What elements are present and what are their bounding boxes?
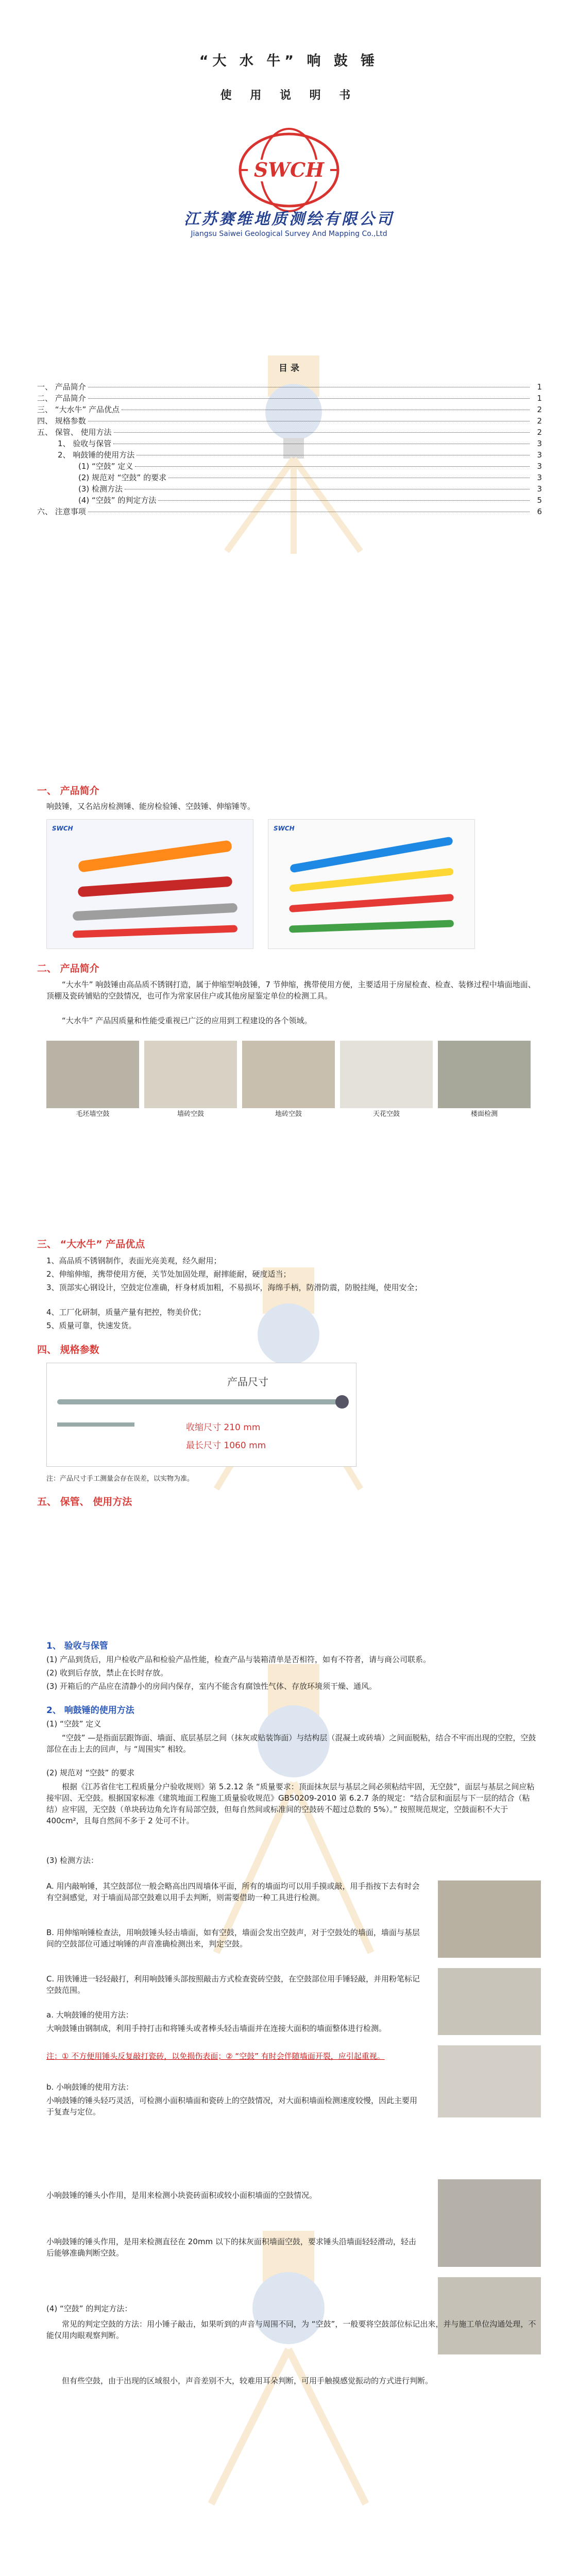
small-hammer-photo-1 (438, 2179, 541, 2267)
cover-page (0, 0, 578, 587)
subsection-storage: 1、 验收与保管 (46, 1641, 108, 1651)
spec-size-collapsed: 收缩尺寸 210 mm (186, 1422, 261, 1433)
section3-heading: 三、 “大水牛” 产品优点 (37, 1239, 145, 1250)
small-hammer-p1: 小响鼓锤的锤头小作用，是用来检测小块瓷砖面积或较小面积墙面的空鼓情况。 (46, 2191, 317, 2200)
page-3 (0, 1236, 578, 1597)
storage-item: (3) 开箱后的产品应在清静小的房间内保存，室内不能含有腐蚀性气体、存放环境须干燥、通风。 (46, 1682, 377, 1691)
usage-photo-5: 楼面检测 (438, 1041, 531, 1118)
usage-photo-2: 墙砖空鼓 (144, 1041, 237, 1118)
method-photo-3 (438, 2045, 541, 2117)
advantage-item: 1、高品质不锈钢制作，表面光亮美观，经久耐用； (46, 1256, 222, 1265)
definition-heading: (1) “空鼓” 定义 (46, 1719, 101, 1728)
usage-note: 注：① 不方便用锤头反复敲打瓷砖，以免损伤表面；② “空鼓” 有时会伴随墙面开裂，应引起重视。 (46, 2052, 385, 2061)
page-2 (0, 783, 578, 1175)
toc-item[interactable]: (1) “空鼓” 定义 3 (78, 462, 542, 471)
section2-heading: 二、 产品简介 (37, 963, 99, 974)
method-heading: (3) 检测方法： (46, 1856, 99, 1865)
company-name-cn: 江苏赛维地质测绘有限公司 (184, 210, 394, 228)
method-b: B. 用伸缩响锤检查法，用响鼓锤头轻击墙面，如有空鼓，墙面会发出空鼓声，对于空鼓处的墙面，墙面与基层间的空鼓部位可通过响锤的声音准确检测出来，判定空鼓。 (46, 1928, 420, 1948)
spec-diagram-title: 产品尺寸 (227, 1376, 268, 1388)
storage-item: (1) 产品到货后，用户检收产品和检验产品性能，检查产品与装箱清单是否相符，如有不符者，请与商公司联系。 (46, 1655, 431, 1664)
method-photo-1 (438, 1880, 541, 1958)
toc-item[interactable]: (4) “空鼓” 的判定方法 5 (78, 496, 542, 505)
usage-photo-3: 地砖空鼓 (242, 1041, 335, 1118)
spec-note: 注：产品尺寸手工测量会存在误差，以实物为准。 (46, 1475, 194, 1483)
product-photo-left: SWCH (46, 819, 253, 949)
toc-item[interactable]: 二、 产品简介 1 (37, 394, 542, 403)
section4-heading: 四、 规格参数 (37, 1344, 99, 1355)
toc-heading: 目 录 (279, 363, 299, 374)
subsection-usage: 2、 响鼓锤的使用方法 (46, 1705, 134, 1716)
company-name-en: Jiangsu Saiwei Geological Survey And Mapping Co.,Ltd (191, 230, 387, 238)
judge-heading: (4) “空鼓” 的判定方法： (46, 2304, 132, 2313)
section2-paragraph-1: “大水牛” 响鼓锤由高品质不锈钢打造，属于伸缩型响鼓锤，7 节伸缩，携带使用方便，主要适用于房屋检查、检查、装修过程中墙面地面、顶棚及瓷砖铺贴的空鼓情况，也可作为常家居住户或其他房屋鉴定单位的检测工具。 (46, 980, 536, 1001)
section2-paragraph-2: “大水牛” 产品因质量和性能受重视已广泛的应用到工程建设的各个领域。 (62, 1016, 312, 1025)
section1-heading: 一、 产品简介 (37, 785, 99, 796)
advantage-item: 2、伸缩伸缩，携带使用方便，关节处加固处理，耐摔能耐，硬度适当； (46, 1269, 291, 1279)
toc-item[interactable]: (2) 规范对 “空鼓” 的要求 3 (78, 473, 542, 482)
method-photo-2 (438, 1968, 541, 2035)
storage-item: (2) 收到后存放，禁止在长时存放。 (46, 1668, 168, 1677)
definition-text: “空鼓” —是指面层跟饰面、墙面、底层基层之间（抹灰或贴装饰面）与结构层（混凝土或砖墙）之间面脱粘，结合不牢而出现的空腔，空鼓部位在击上去的回声，与 “周围实” 相较。 (46, 1733, 536, 1754)
usage-photo-4: 天花空鼓 (340, 1041, 433, 1118)
cover-subtitle: 使 用 说 明 书 (220, 89, 358, 102)
section5-heading: 五、 保管、 使用方法 (37, 1496, 132, 1507)
small-hammer-p2: 小响鼓锤的锤头作用，是用来检测直径在 20mm 以下的抹灰面积墙面空鼓，要求锤头沿墙面轻轻滑动，轻击后能够准确判断空鼓。 (46, 2237, 416, 2258)
section1-body: 响鼓锤，又名站房检测锤、能房检验锤、空鼓锤、伸缩锤等。 (46, 802, 256, 811)
toc-item[interactable]: 一、 产品简介 1 (37, 382, 542, 392)
advantage-item: 3、顶部实心钢设计，空鼓定位准确，杆身材质加粗，不易损坏，海绵手柄，防滑防震，防脱挂绳，使用安全； (46, 1283, 422, 1292)
toc-item[interactable]: 五、 保管、 使用方法 2 (37, 428, 542, 437)
page-5 (0, 2179, 578, 2576)
table-of-contents (37, 381, 542, 517)
spec-diagram (46, 1363, 356, 1467)
advantage-item: 4、工厂化研制，质量产量有把控，物美价优； (46, 1308, 206, 1317)
toc-item[interactable]: 2、 响鼓锤的使用方法 3 (58, 450, 542, 460)
spec-size-extended: 最长尺寸 1060 mm (186, 1440, 266, 1451)
big-hammer-text: 大响鼓锤由钢制成，利用手持打击和将锤头或者棒头轻击墙面并在连接大面积的墙面整体进行检测。 (46, 2024, 387, 2033)
method-c: C. 用铁锤进一轻轻敲打，利用响鼓锤头部按照敲击方式检查瓷砖空鼓，在空鼓部位用手锤轻敲，并用粉笔标记空鼓范围。 (46, 1974, 420, 1995)
method-a: A. 用内敲响锤，其空鼓部位一般会略高出四周墙体平面，所有的墙面均可以用手摸或敲，用手指按下去有时会有空洞感觉，对于墙面局部空鼓难以用手去判断，则需要借助一种工具进行检测。 (46, 1882, 420, 1902)
page-4 (0, 1638, 578, 2123)
requirement-heading: (2) 规范对 “空鼓” 的要求 (46, 1768, 135, 1777)
small-hammer-heading: b. 小响鼓锤的使用方法： (46, 2082, 134, 2092)
advantage-item: 5、质量可靠，快速发货。 (46, 1321, 137, 1330)
cover-title: “大 水 牛” 响 鼓 锤 (199, 53, 379, 69)
product-photo-right: SWCH (268, 819, 475, 949)
requirement-text: 根据《江苏省住宅工程质量分户验收规则》第 5.2.12 条 “质量要求：顶面抹灰层与基层之间必须粘结牢固，无空鼓”，面层与基层之间应粘接牢固、无空鼓。根据国家标准《建筑地面工程施工质量验收规范》GB50209-2010 第 6.2.7 条的规定：“结合层和面层与下一层的结合（粘结）应牢固，无空鼓（单块砖边角允许有局部空鼓，但每自然间或标准间的空鼓砖不超过总数的 5%）。” 按照规范规定，空鼓面积不大于 400cm²，且每自然间不多于 2 处可不计。 (46, 1782, 535, 1825)
small-hammer-text: 小响鼓锤的锤头轻巧灵活，可检测小面积墙面和瓷砖上的空鼓情况，对大面积墙面检测速度较慢，因此主要用于复查与定位。 (46, 2096, 418, 2116)
judge-p1: 常见的判定空鼓的方法：用小锤子敲击，如果听到的声音与周围不同，为 “空鼓”，一般要将空鼓部位标记出来，并与施工单位沟通处理，不能仅用肉眼观察判断。 (46, 2319, 536, 2340)
toc-item[interactable]: (3) 检测方法 3 (78, 484, 542, 494)
toc-item[interactable]: 三、 “大水牛” 产品优点 2 (37, 405, 542, 414)
logo-text: SWCH (253, 158, 325, 181)
usage-photo-1: 毛坯墙空鼓 (46, 1041, 139, 1118)
toc-item[interactable]: 六、 注意事项 6 (37, 507, 542, 516)
toc-item[interactable]: 四、 规格参数 2 (37, 416, 542, 426)
watermark-theodolite (185, 2221, 392, 2509)
toc-item[interactable]: 1、 验收与保管 3 (58, 439, 542, 448)
small-hammer-photo-2 (438, 2277, 541, 2354)
judge-p2: 但有些空鼓，由于出现的区域很小，声音差别不大，较难用耳朵判断，可用手触摸感觉振动的方式进行判断。 (62, 2376, 433, 2385)
big-hammer-heading: a. 大响鼓锤的使用方法： (46, 2010, 133, 2020)
